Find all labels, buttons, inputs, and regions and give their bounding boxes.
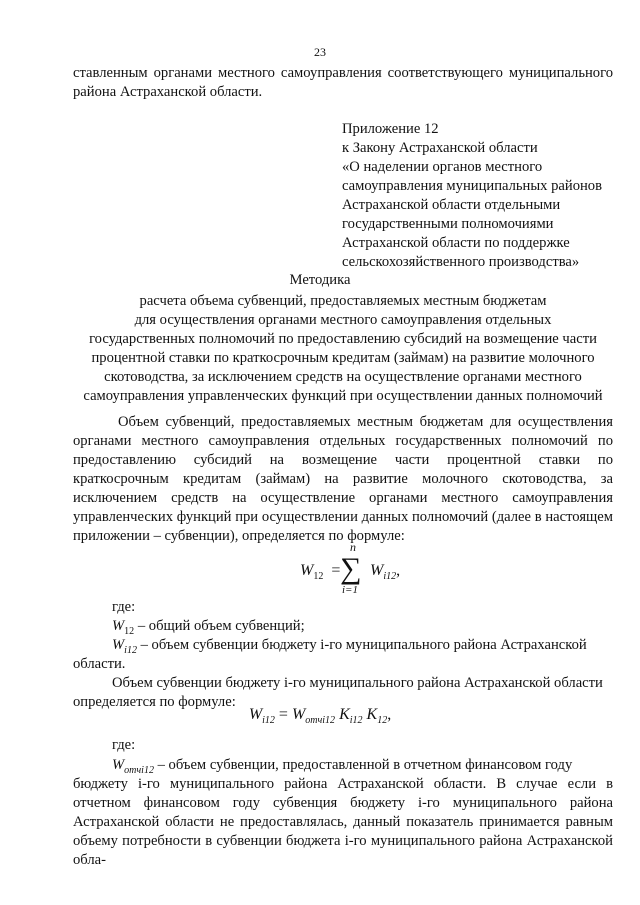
- where-label-1: где:: [112, 599, 136, 615]
- appendix-line: Астраханской области по поддержке: [342, 235, 570, 251]
- formula2-t3-sub: 12: [377, 715, 388, 727]
- def2-subscript: i12: [124, 644, 137, 656]
- formula2-t2-sub: i12: [349, 715, 363, 727]
- def1-subscript: 12: [124, 625, 135, 637]
- subtitle-line: процентной ставки по краткосрочным кредитам (займам) на развитие молочного: [91, 350, 595, 366]
- formula2-tail: ,: [387, 706, 392, 723]
- formula1-sum-bottom: i=1: [342, 584, 358, 596]
- appendix-line: сельскохозяйственного производства»: [342, 254, 580, 270]
- formula1-sum-top: n: [350, 540, 356, 554]
- appendix-header: [342, 120, 612, 272]
- paragraph-2-line-1: Объем субвенции бюджету i-го муниципального района Астраханской области: [112, 675, 603, 691]
- formula1-lhs-sub: 12: [313, 571, 324, 583]
- formula1-eq: =: [331, 562, 341, 579]
- formula-district-subvention: [0, 706, 640, 726]
- subtitle-line: государственных полномочий по предоставлению субсидий на возмещение части: [89, 331, 597, 347]
- appendix-line: самоуправления муниципальных районов: [342, 178, 602, 194]
- def3-subscript: отчi12: [124, 764, 154, 776]
- method-subtitle: [73, 292, 613, 406]
- formula1-lhs: W: [300, 562, 314, 579]
- appendix-line: Астраханской области отдельными: [342, 197, 561, 213]
- definition-wi12: [112, 636, 587, 660]
- def3-symbol: W: [112, 757, 125, 773]
- formula1-term: W: [370, 562, 384, 579]
- formula2-t2: K: [335, 706, 350, 723]
- formula2-lhs-sub: i12: [262, 715, 275, 727]
- def1-text: – общий объем субвенций;: [134, 618, 305, 634]
- appendix-line: к Закону Астраханской области: [342, 140, 538, 156]
- formula2-t1: W: [291, 706, 306, 723]
- def3-text: – объем субвенции, предоставленной в отчетном финансовом году: [153, 757, 573, 773]
- formula2-lhs: W: [248, 706, 263, 723]
- where-label-2: где:: [112, 737, 136, 753]
- def1-symbol: W: [112, 618, 125, 634]
- definition-wi12-continuation: области.: [73, 656, 126, 672]
- subtitle-line: самоуправления управленческих функций при осуществлении данных полномочий: [83, 388, 603, 404]
- subtitle-line: для осуществления органами местного самоуправления отдельных: [134, 312, 552, 328]
- formula2-t3: K: [362, 706, 378, 723]
- appendix-line: Приложение 12: [342, 121, 439, 137]
- top-paragraph: ставленным органами местного самоуправления соответствующего муниципального района Астраханской области.: [73, 65, 613, 100]
- def2-symbol: W: [112, 637, 125, 653]
- paragraph-2-line-2: определяется по формуле:: [73, 694, 236, 710]
- formula1-sigma: ∑: [340, 552, 362, 585]
- page-number: 23: [314, 45, 326, 59]
- appendix-line: «О наделении органов местного: [342, 159, 543, 175]
- formula2-eq: =: [274, 706, 292, 723]
- body-paragraph-1: Объем субвенций, предоставляемых местным бюджетам для осуществления органами местного самоуправления отдельных государственных полномочий по предоставлению субсидий на возмещение части процентной ставки по краткосрочным кредитам (займам) на развитие молочного скотоводства, за исключением средств на осуществление органами местного самоуправления управленческих функций при осуществлении данных полномочий (далее в настоящем приложении – субвенции), определяется по формуле:: [73, 414, 613, 544]
- definition-wotch-continuation: бюджету i-го муниципального района Астраханской области. В случае если в отчетном финансовом году субвенция бюджету i-го муниципального района Астраханской области не предоставлялась, данный показатель принимается равным объему потребности в субвенции бюджета i-го муниципального района Астраханской обла-: [73, 776, 613, 868]
- formula2-t1-sub: отчi12: [305, 715, 336, 727]
- subtitle-line: расчета объема субвенций, предоставляемых местным бюджетам: [139, 293, 547, 309]
- formula1-tail: ,: [396, 562, 401, 579]
- formula1-term-sub: i12: [383, 571, 397, 583]
- subtitle-line: скотоводства, за исключением средств на осуществление органами местного: [104, 369, 582, 385]
- appendix-line: государственными полномочиями: [342, 216, 554, 232]
- method-title: Методика: [289, 272, 351, 288]
- def2-text: – объем субвенции бюджету i-го муниципального района Астраханской: [136, 637, 587, 653]
